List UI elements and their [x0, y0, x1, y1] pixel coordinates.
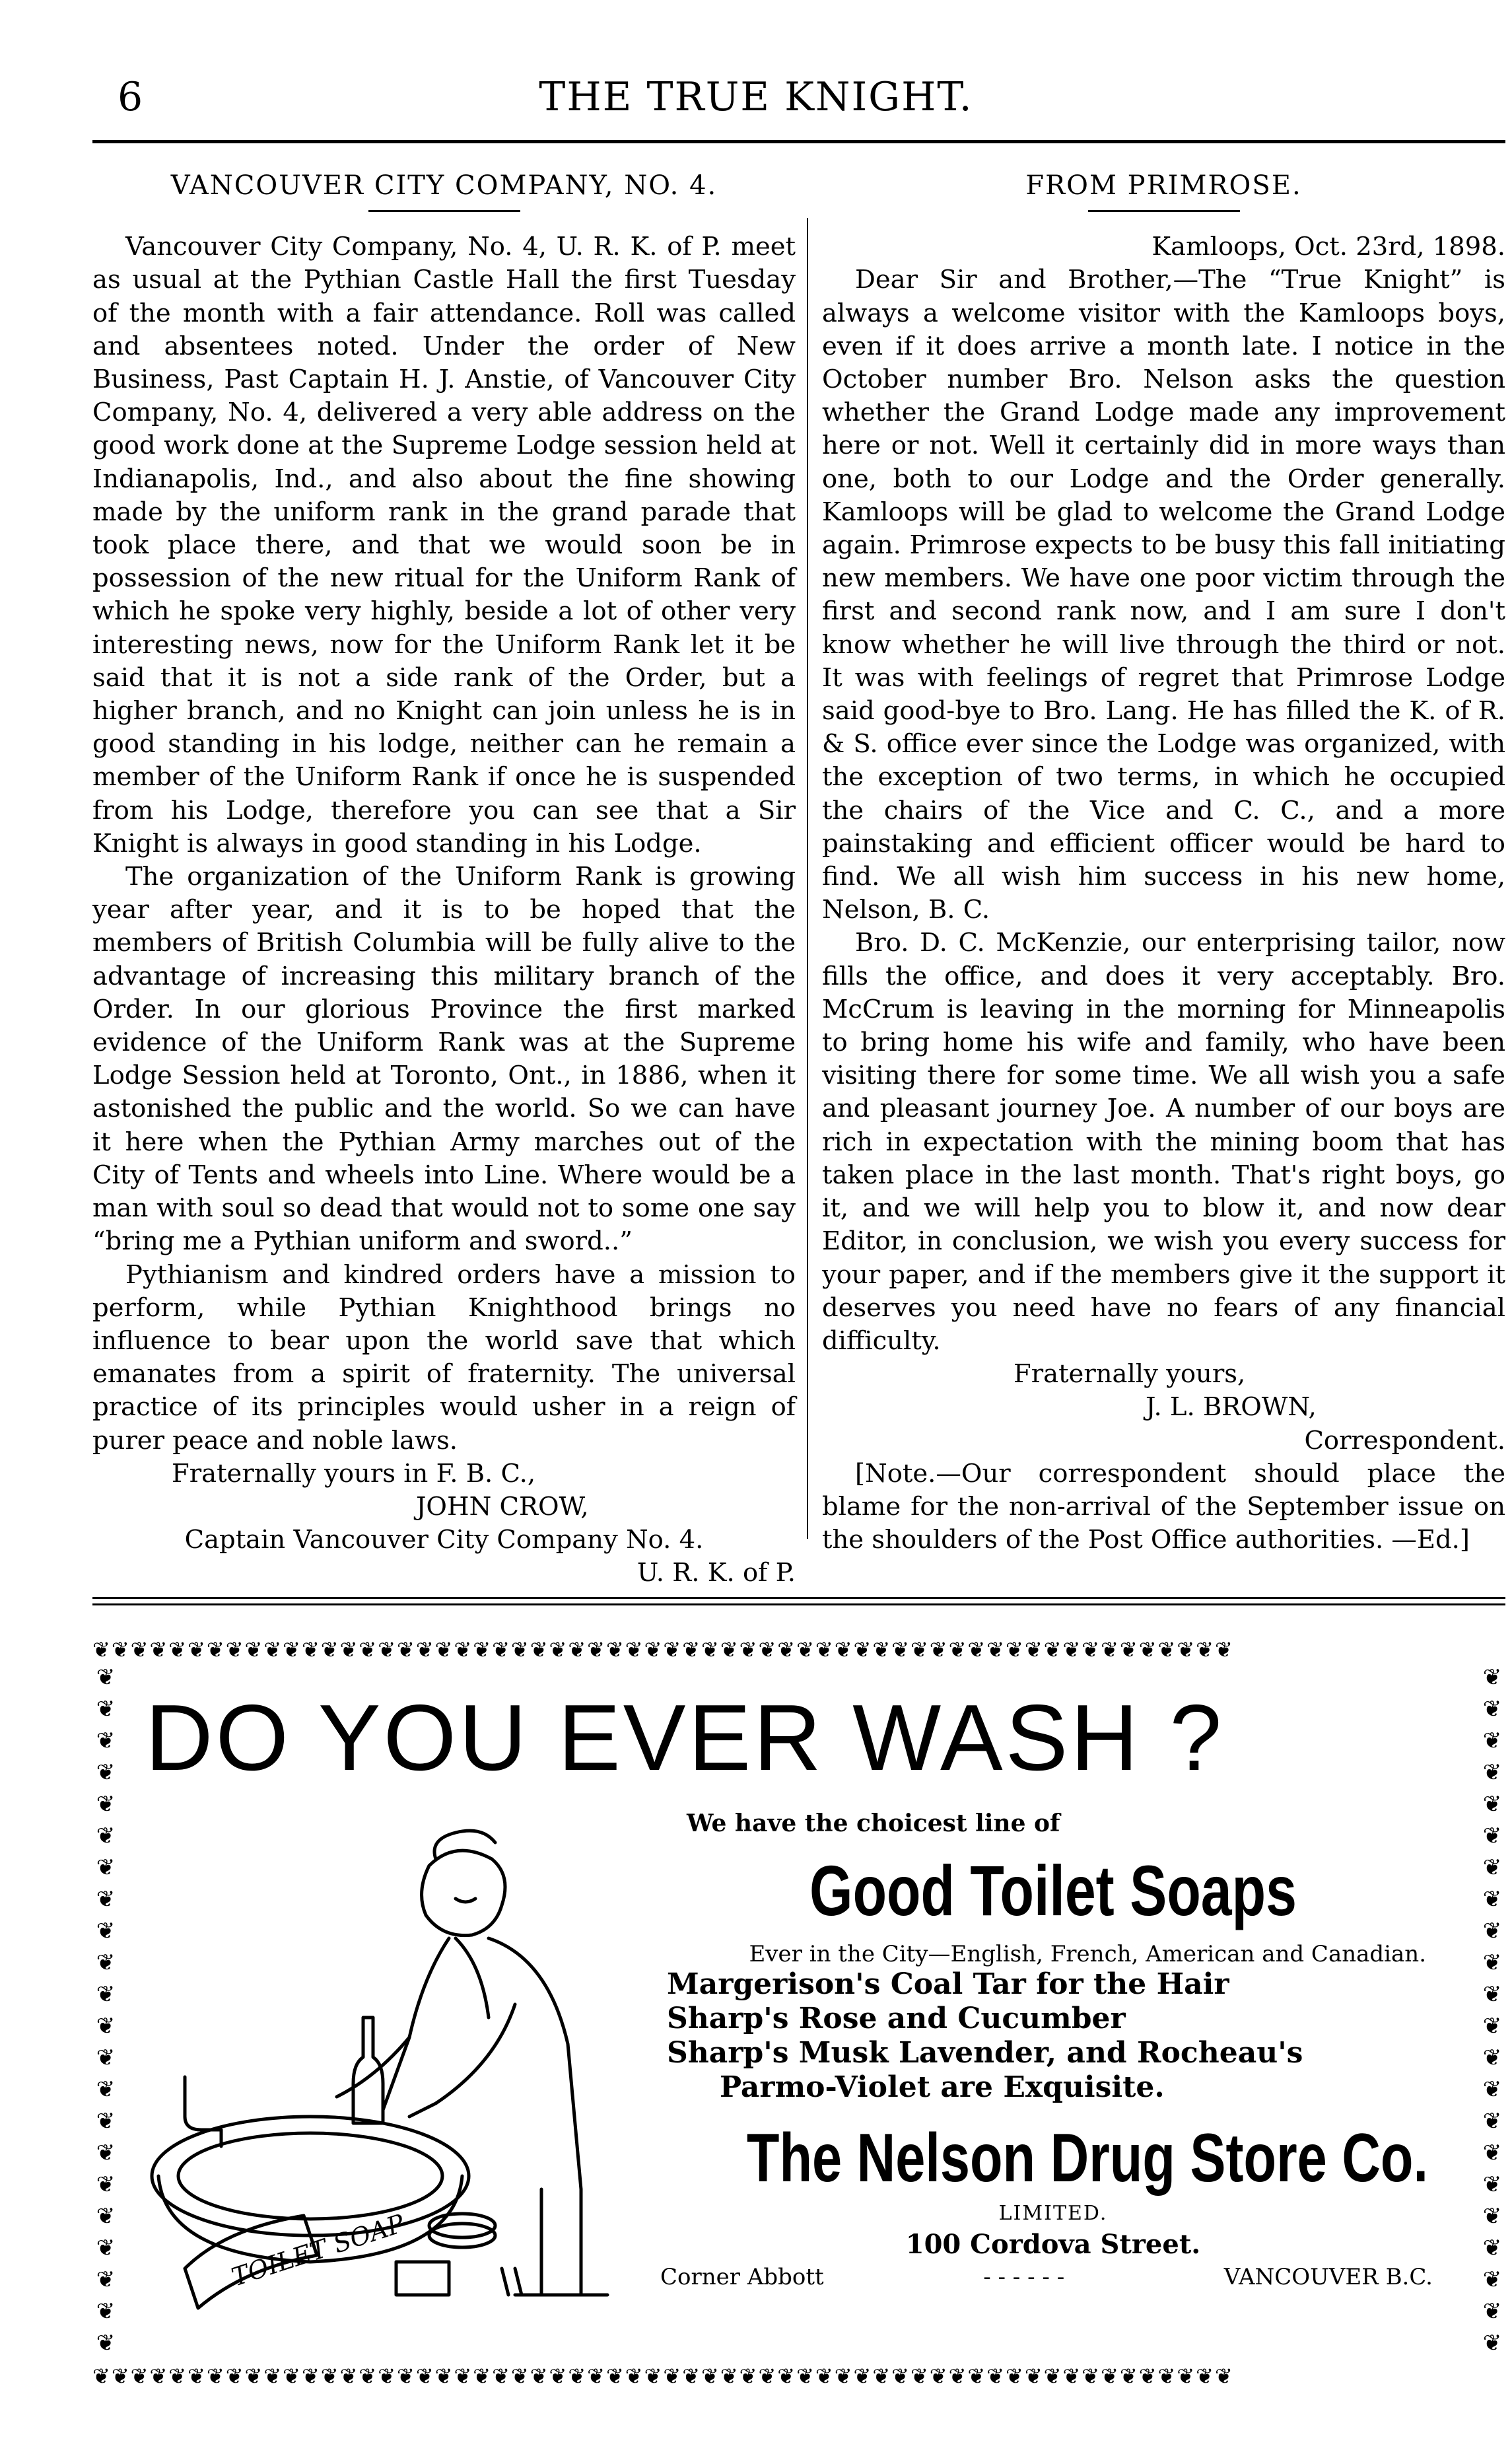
ad-product-3: Sharp's Musk Lavender, and Rocheau's: [667, 2036, 1303, 2070]
right-paragraph-1: Dear Sir and Brother,—The “True Knight” is always a welcome visitor with the Kamloops boys, even if it does arrive a month late. I notice in the October number Bro. Nelson asks the question whether the Grand Lodge made any improvement here or not. Well it certainly did in more ways than one, both to our Lodge and the Order generally. Kamloops will be glad to welcome the Grand Lodge again. Primrose expects to be busy this fall initiating new members. We have one poor victim through the first and second rank now, and I am sure I don't know whether he will live through the third or not. It was with feelings of regret that Primrose Lodge said good-bye to Bro. Lang. He has filled the K. of R. & S. office ever since the Lodge was organized, with the exception of two terms, in which he occupied the chairs of the Vice and C. C., and a more painstaking and efficient officer would be hard to find. We all wish him success in his new home, Nelson, B. C.: [822, 265, 1505, 925]
heading-rule: [1088, 210, 1240, 212]
left-paragraph-1: Vancouver City Company, No. 4, U. R. K. of P. meet as usual at the Pythian Castle Hall the first Tuesday of the month with a fair attendance. Roll was called and absentees noted. Under the order of New Business, Past Captain H. J. Anstie, of Vancouver City Company, No. 4, delivered a very able address on the good work done at the Supreme Lodge session held at Indianapolis, Ind., and also about the fine showing made by the uniform rank in the grand parade that took place there, and that we would soon be in possession of the new ritual for the Uniform Rank of which he spoke very highly, beside a lot of other very interesting news, now for the Uniform Rank let it be said that it is not a side rank of the Order, but a higher branch, and no Knight can join unless he is in good standing in his lodge, neither can he remain a member of the Uniform Rank if once he is suspended from his Lodge, therefore you can see that a Sir Knight is always in good standing in his Lodge.: [92, 232, 796, 859]
page-number: 6: [118, 74, 143, 120]
right-article-heading: FROM PRIMROSE.: [1025, 170, 1302, 201]
right-closing: Fraternally yours,: [1014, 1359, 1246, 1389]
ad-intro: We have the choicest line of: [687, 1810, 1060, 1837]
left-signer-org: U. R. K. of P.: [636, 1558, 796, 1588]
left-article: [92, 169, 796, 1590]
left-paragraph-2: The organization of the Uniform Rank is growing year after year, and it is to be hoped that the members of British Columbia will be fully alive to the advantage of increasing this military branch of the Order. In our glorious Province the first marked evidence of the Uniform Rank was at the Supreme Lodge Session held at Toronto, Ont., in 1886, when it astonished the public and the world. So we can have it here when the Pythian Army marches out of the City of Tents and wheels into Line. Where would be a man with soul so dead that would not to some one say “bring me a Pythian uniform and sword..”: [92, 862, 796, 1257]
ad-origin-line: Ever in the City—English, French, American and Canadian.: [749, 1941, 1426, 1967]
column-divider: [807, 218, 808, 1539]
ad-product-2: Sharp's Rose and Cucumber: [667, 2002, 1126, 2035]
ornamental-border-left: ❦ ❦ ❦ ❦ ❦ ❦ ❦ ❦ ❦ ❦ ❦ ❦ ❦ ❦ ❦ ❦ ❦ ❦ ❦ ❦ ❦ ❦: [96, 1664, 116, 2356]
right-signer: J. L. BROWN,: [1146, 1392, 1317, 1423]
ad-dashes: - - - - - -: [983, 2264, 1065, 2290]
heading-rule: [368, 210, 520, 212]
ad-city: VANCOUVER B.C.: [1223, 2264, 1433, 2290]
ad-product-heading: Good Toilet Soaps: [809, 1850, 1297, 1930]
ad-limited: LIMITED.: [998, 2202, 1108, 2225]
right-editor-note: [Note.—Our correspondent should place the blame for the non-arrival of the September issue on the shoulders of the Post Office authorities. —Ed.]: [822, 1458, 1505, 1555]
left-article-heading: VANCOUVER CITY COMPANY, NO. 4.: [170, 170, 718, 201]
ad-store-name: The Nelson Drug Store Co.: [746, 2120, 1429, 2196]
ad-headline: DO YOU EVER WASH ?: [145, 1685, 1225, 1790]
toilet-soap-label: TOILET SOAP: [228, 2208, 408, 2292]
right-article: [822, 169, 1505, 1557]
soap-advertisement: [92, 1638, 1505, 2391]
right-signer-title: Correspondent.: [1304, 1425, 1505, 1456]
header-rule: [92, 140, 1505, 143]
left-paragraph-3: Pythianism and kindred orders have a mission to perform, while Pythian Knighthood brings no influence to bear upon the world save that which emanates from a spirit of fraternity. The universal practice of its principles would usher in a reign of purer peace and noble laws.: [92, 1259, 796, 1456]
section-rule: [92, 1597, 1505, 1599]
right-dateline: Kamloops, Oct. 23rd, 1898.: [1151, 232, 1505, 262]
left-signer-title: Captain Vancouver City Company No. 4.: [184, 1525, 704, 1555]
ad-corner-line: [660, 2260, 1446, 2290]
man-washing-illustration: [145, 1806, 713, 2321]
ad-corner: Corner Abbott: [660, 2264, 824, 2290]
ad-product-1: Margerison's Coal Tar for the Hair: [667, 1967, 1229, 2001]
right-paragraph-2: Bro. D. C. McKenzie, our enterprising tailor, now fills the office, and does it very acceptably. Bro. McCrum is leaving in the morning for Minneapolis to bring home his wife and family, who have been visiting there for some time. We all wish you a safe and pleasant journey Joe. A number of our boys are rich in expectation with the mining boom that has taken place in the last month. That's right boys, go it, and we will help you to blow it, and now dear Editor, in conclusion, we wish you every success for your paper, and if the members give it the support it deserves you need have no fears of any financial difficulty.: [822, 928, 1505, 1356]
ornamental-border-right: ❦ ❦ ❦ ❦ ❦ ❦ ❦ ❦ ❦ ❦ ❦ ❦ ❦ ❦ ❦ ❦ ❦ ❦ ❦ ❦ ❦ ❦: [1482, 1664, 1502, 2356]
left-signer: JOHN CROW,: [416, 1491, 589, 1522]
ad-product-4: Parmo-Violet are Exquisite.: [720, 2070, 1165, 2104]
ad-address: 100 Cordova Street.: [905, 2229, 1201, 2260]
masthead-title: THE TRUE KNIGHT.: [539, 74, 973, 120]
ornamental-border-bottom: ❦❦❦❦❦❦❦❦❦❦❦❦❦❦❦❦❦❦❦❦❦❦❦❦❦❦❦❦❦❦❦❦❦❦❦❦❦❦❦❦❦❦❦❦❦❦❦❦❦❦❦❦❦❦❦❦❦❦❦❦: [92, 2364, 1234, 2388]
ornamental-border-top: ❦❦❦❦❦❦❦❦❦❦❦❦❦❦❦❦❦❦❦❦❦❦❦❦❦❦❦❦❦❦❦❦❦❦❦❦❦❦❦❦❦❦❦❦❦❦❦❦❦❦❦❦❦❦❦❦❦❦❦❦: [92, 1638, 1234, 1662]
ad-copy: [660, 1810, 1446, 2290]
section-rule: [92, 1603, 1505, 1605]
left-closing: Fraternally yours in F. B. C.,: [172, 1458, 536, 1489]
